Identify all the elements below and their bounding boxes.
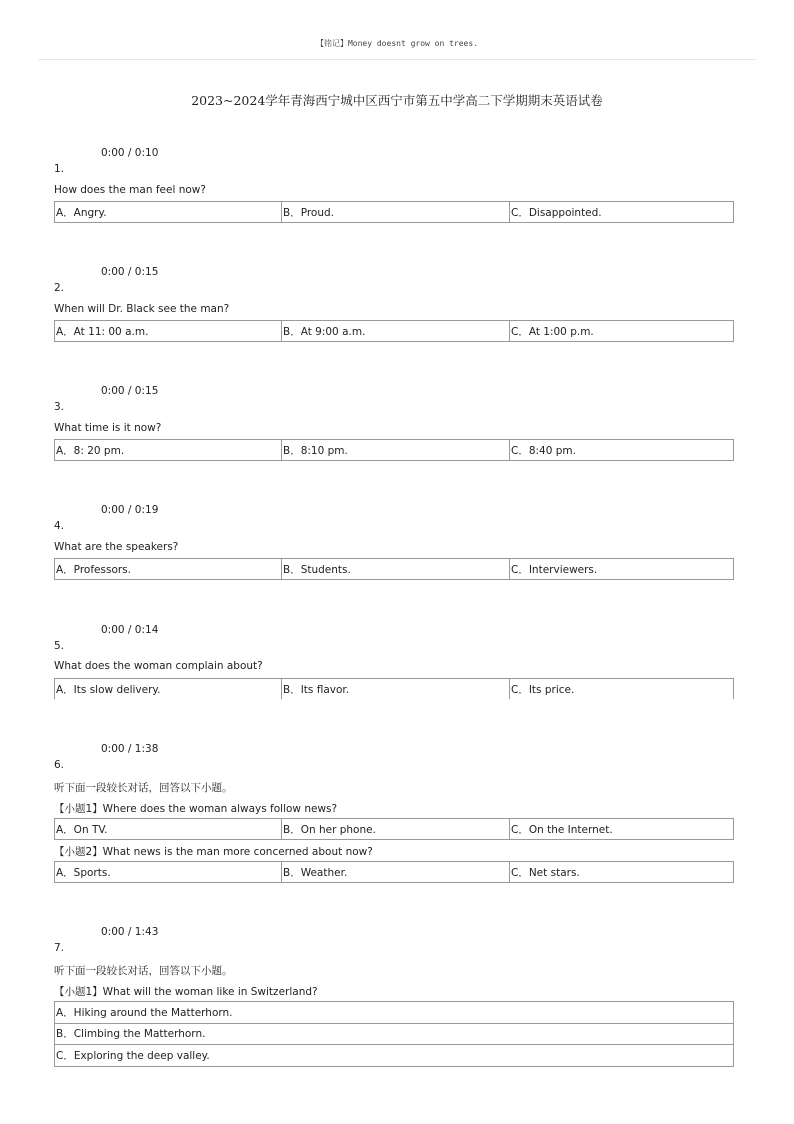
question-number: 3.	[54, 401, 65, 413]
option-a[interactable]: A．Its slow delivery.	[55, 679, 282, 700]
question-text: What does the woman complain about?	[54, 660, 263, 672]
option-c[interactable]: C．At 1:00 p.m.	[510, 321, 734, 342]
option-b[interactable]: B．Students.	[282, 559, 510, 580]
options-table	[54, 558, 734, 580]
audio-time[interactable]: 0:00 / 0:19	[101, 504, 159, 516]
option-c[interactable]: C．Disappointed.	[510, 202, 734, 223]
options-table	[54, 818, 734, 840]
options-table	[54, 320, 734, 342]
options-table	[54, 678, 734, 699]
option-c[interactable]: C．Its price.	[510, 679, 734, 700]
question-number: 2.	[54, 282, 65, 294]
question-text: What time is it now?	[54, 422, 162, 434]
header-divider	[38, 59, 756, 60]
option-a[interactable]: A．On TV.	[55, 819, 282, 840]
option-b[interactable]: B．Proud.	[282, 202, 510, 223]
sub-question-text: 【小题1】What will the woman like in Switzerland?	[54, 986, 318, 998]
option-b[interactable]: B．Weather.	[282, 862, 510, 883]
option-b[interactable]: B．On her phone.	[282, 819, 510, 840]
question-text: What are the speakers?	[54, 541, 179, 553]
option-a[interactable]: A．Hiking around the Matterhorn.	[55, 1002, 734, 1024]
option-a[interactable]: A．Professors.	[55, 559, 282, 580]
options-table	[54, 439, 734, 461]
question-intro: 听下面一段较长对话，回答以下小题。	[54, 782, 233, 794]
question-number: 7.	[54, 942, 65, 954]
question-text: How does the man feel now?	[54, 184, 206, 196]
question-text: When will Dr. Black see the man?	[54, 303, 230, 315]
option-b[interactable]: B．Its flavor.	[282, 679, 510, 700]
option-b[interactable]: B．At 9:00 a.m.	[282, 321, 510, 342]
options-table	[54, 1001, 734, 1067]
option-c[interactable]: C．Net stars.	[510, 862, 734, 883]
option-a[interactable]: A．Sports.	[55, 862, 282, 883]
sub-question-text: 【小题1】Where does the woman always follow news?	[54, 803, 338, 815]
options-table	[54, 201, 734, 223]
question-intro: 听下面一段较长对话，回答以下小题。	[54, 965, 233, 977]
sub-question-text: 【小题2】What news is the man more concerned about now?	[54, 846, 373, 858]
option-c[interactable]: C．On the Internet.	[510, 819, 734, 840]
audio-time[interactable]: 0:00 / 0:15	[101, 266, 159, 278]
option-a[interactable]: A．8: 20 pm.	[55, 440, 282, 461]
question-number: 6.	[54, 759, 65, 771]
option-b[interactable]: B．Climbing the Matterhorn.	[55, 1023, 734, 1045]
option-c[interactable]: C．8:40 pm.	[510, 440, 734, 461]
audio-time[interactable]: 0:00 / 1:43	[101, 926, 159, 938]
option-a[interactable]: A．Angry.	[55, 202, 282, 223]
page-header: 【铭记】Money doesnt grow on trees.	[315, 39, 479, 48]
options-table	[54, 861, 734, 883]
audio-time[interactable]: 0:00 / 0:14	[101, 624, 159, 636]
audio-time[interactable]: 0:00 / 1:38	[101, 743, 159, 755]
question-number: 4.	[54, 520, 65, 532]
question-number: 1.	[54, 163, 65, 175]
option-a[interactable]: A．At 11: 00 a.m.	[55, 321, 282, 342]
option-c[interactable]: C．Interviewers.	[510, 559, 734, 580]
page-title: 2023~2024学年青海西宁城中区西宁市第五中学高二下学期期末英语试卷	[191, 93, 603, 108]
question-number: 5.	[54, 640, 65, 652]
audio-time[interactable]: 0:00 / 0:15	[101, 385, 159, 397]
option-c[interactable]: C．Exploring the deep valley.	[55, 1045, 734, 1067]
audio-time[interactable]: 0:00 / 0:10	[101, 147, 159, 159]
option-b[interactable]: B．8:10 pm.	[282, 440, 510, 461]
